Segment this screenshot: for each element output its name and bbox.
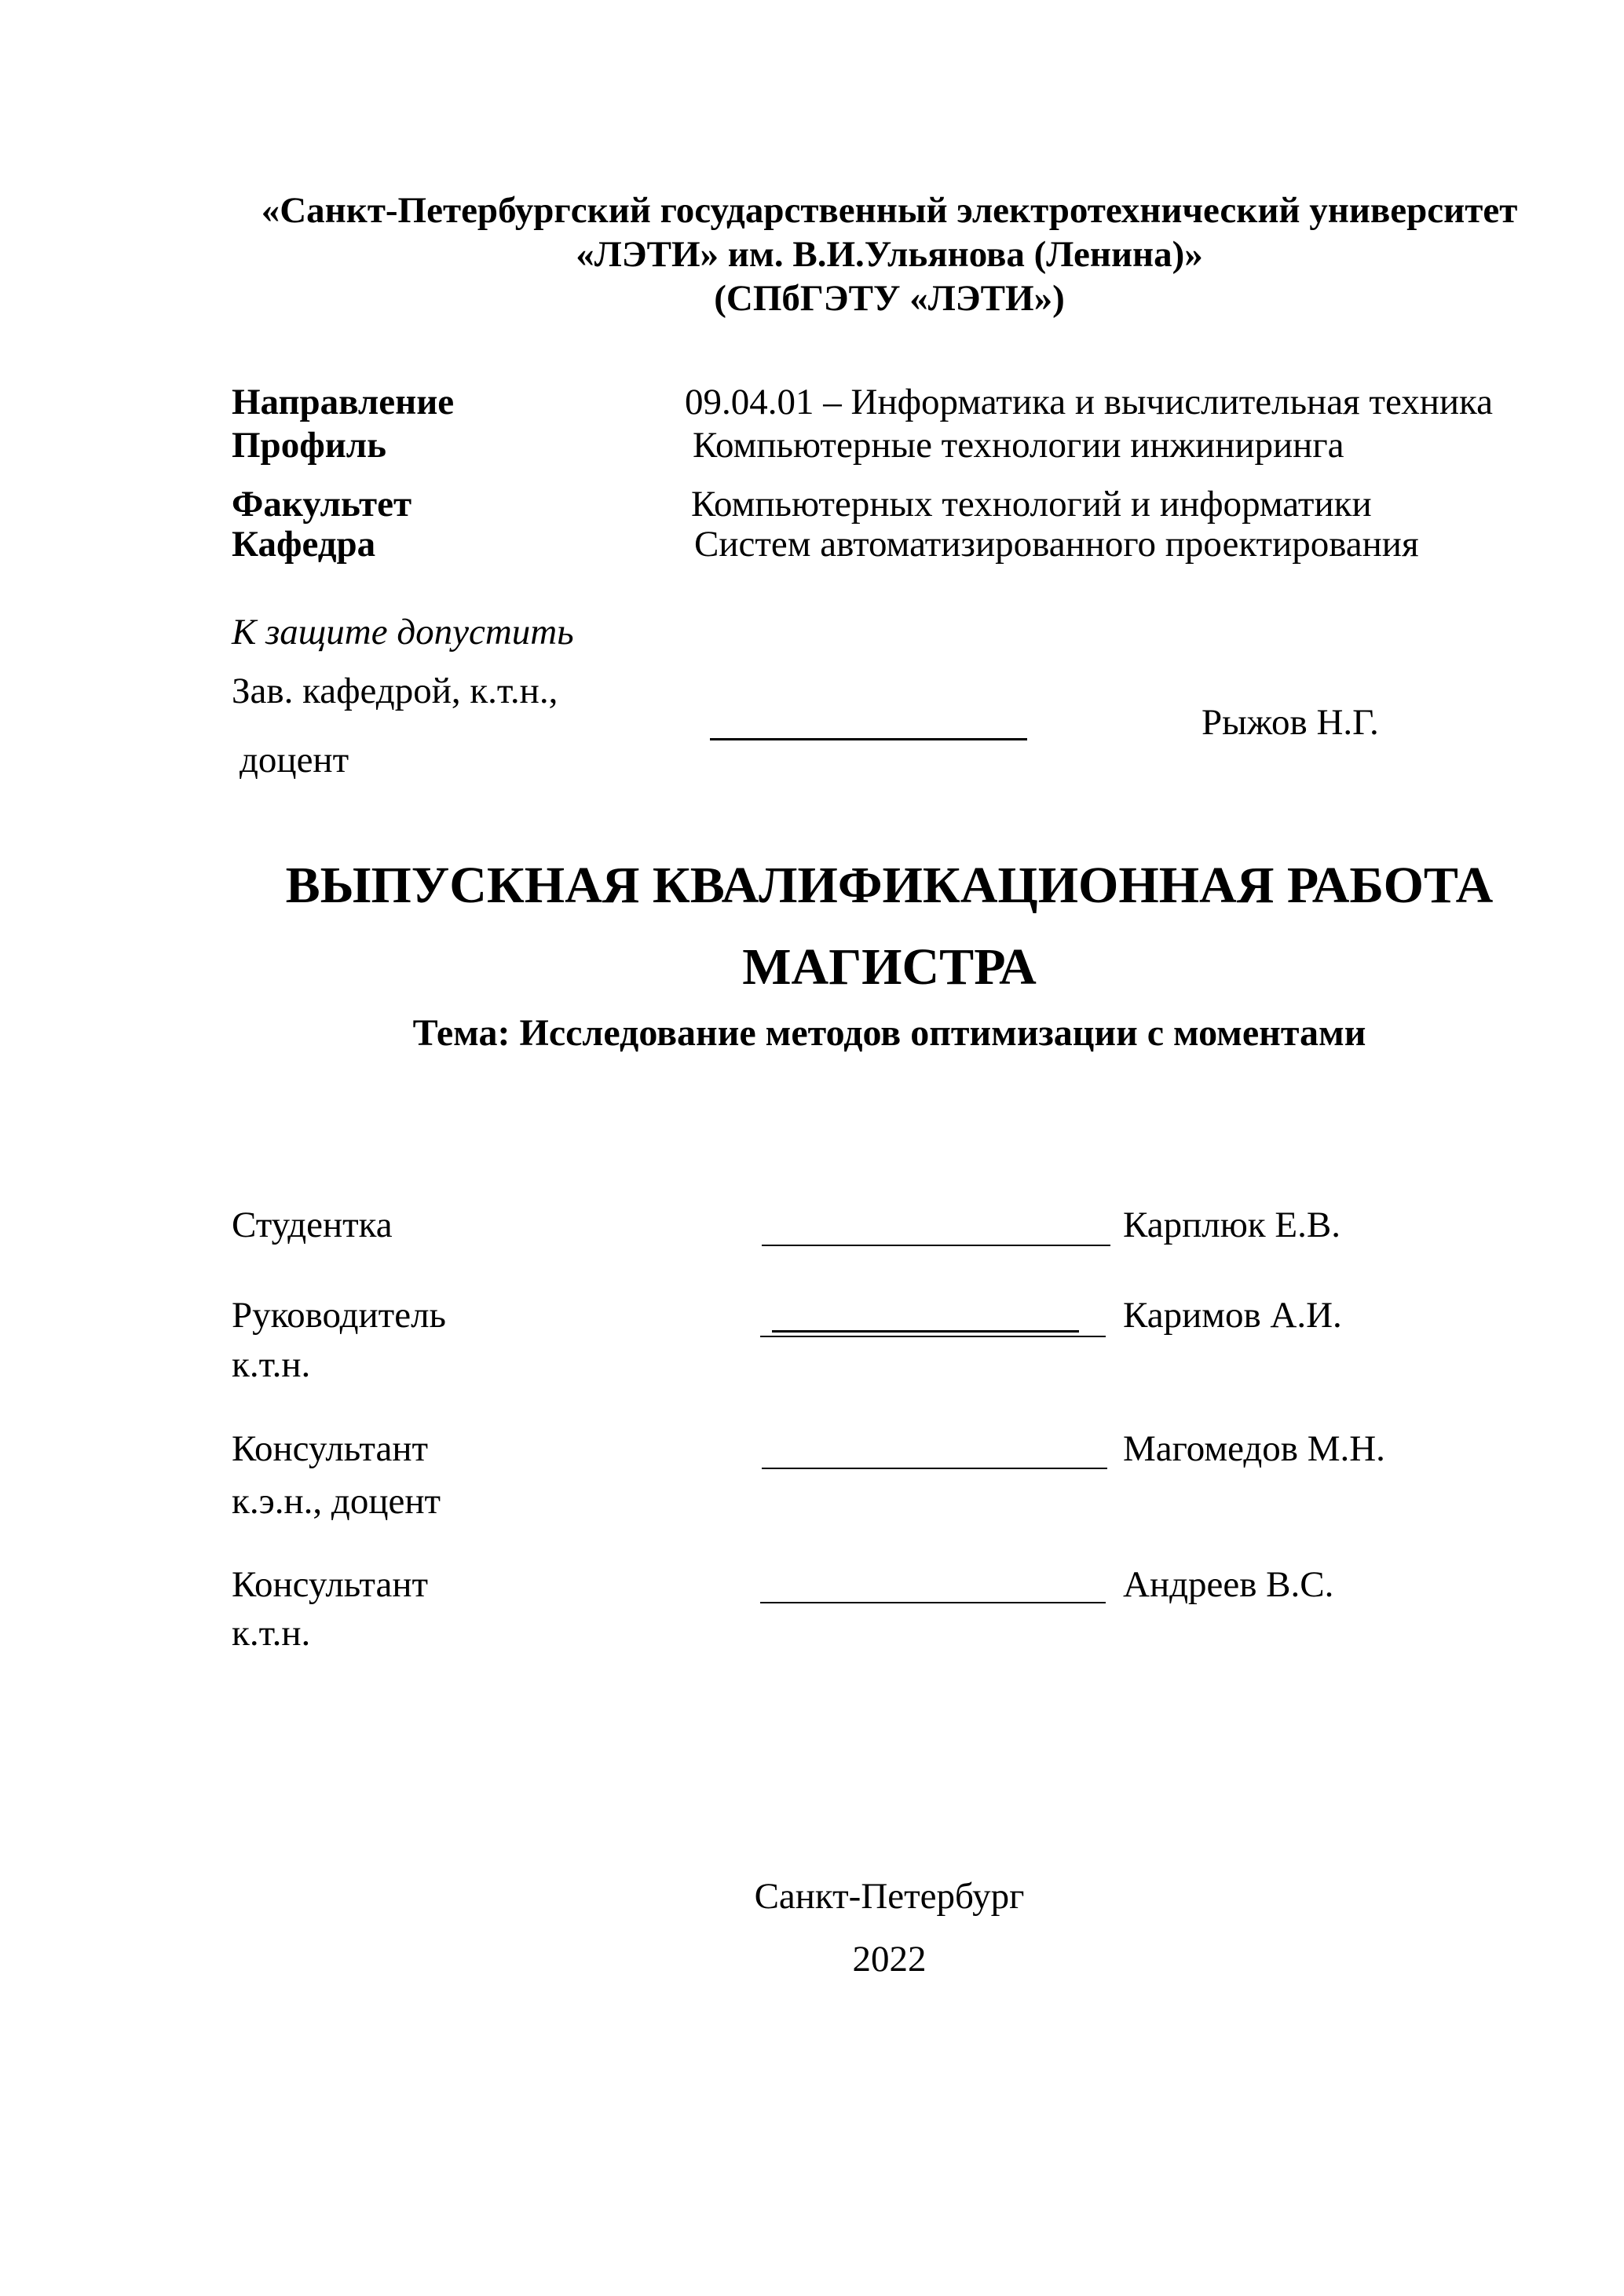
work-theme: Тема: Исследование методов оптимизации с моментами [412, 1012, 1366, 1054]
profile-value: Компьютерные технологии инжиниринга [693, 425, 1344, 466]
signature-name-supervisor: Каримов А.И. [1123, 1295, 1342, 1336]
university-name-line2: «ЛЭТИ» им. В.И.Ульянова (Ленина)» [576, 234, 1203, 275]
signature-line [762, 1245, 1110, 1246]
faculty-value: Компьютерных технологий и информатики [691, 484, 1372, 525]
signature-line [760, 1336, 1106, 1337]
signature-role-supervisor: Руководитель [232, 1295, 446, 1336]
work-title-line2: МАГИСТРА [742, 938, 1037, 996]
signature-line [772, 1330, 1079, 1333]
city-label: Санкт-Петербург [754, 1876, 1025, 1917]
faculty-label: Факультет [232, 484, 412, 525]
signature-name-consultant-1: Магомедов М.Н. [1123, 1428, 1385, 1469]
direction-label: Направление [232, 382, 455, 422]
signature-degree-consultant-1: к.э.н., доцент [232, 1481, 441, 1522]
university-name-line3: (СПбГЭТУ «ЛЭТИ») [714, 278, 1065, 319]
signature-role-consultant-1: Консультант [232, 1428, 429, 1469]
profile-label: Профиль [232, 425, 387, 466]
signature-name-consultant-2: Андреев В.С. [1123, 1564, 1334, 1605]
university-name-line1: «Санкт-Петербургский государственный электротехнический университет [261, 190, 1518, 231]
signature-degree-consultant-2: к.т.н. [232, 1613, 311, 1654]
department-head-name: Рыжов Н.Г. [1202, 702, 1379, 743]
signature-line [762, 1468, 1107, 1469]
signature-name-student: Карплюк Е.В. [1123, 1205, 1341, 1245]
year-label: 2022 [852, 1939, 927, 1980]
department-value: Систем автоматизированного проектирования [694, 524, 1419, 565]
signature-line [710, 738, 1027, 740]
department-label: Кафедра [232, 524, 376, 565]
direction-value: 09.04.01 – Информатика и вычислительная техника [685, 382, 1493, 422]
university-header [232, 188, 1547, 320]
department-head-position-line2: доцент [240, 740, 349, 781]
signature-line [760, 1602, 1106, 1603]
signature-degree-supervisor: к.т.н. [232, 1344, 311, 1385]
admit-to-defense-line: К защите допустить [232, 612, 574, 653]
signature-role-consultant-2: Консультант [232, 1564, 429, 1605]
work-title-line1: ВЫПУСКНАЯ КВАЛИФИКАЦИОННАЯ РАБОТА [285, 857, 1494, 914]
signature-role-student: Студентка [232, 1205, 393, 1245]
department-head-position-line1: Зав. кафедрой, к.т.н., [232, 671, 558, 711]
